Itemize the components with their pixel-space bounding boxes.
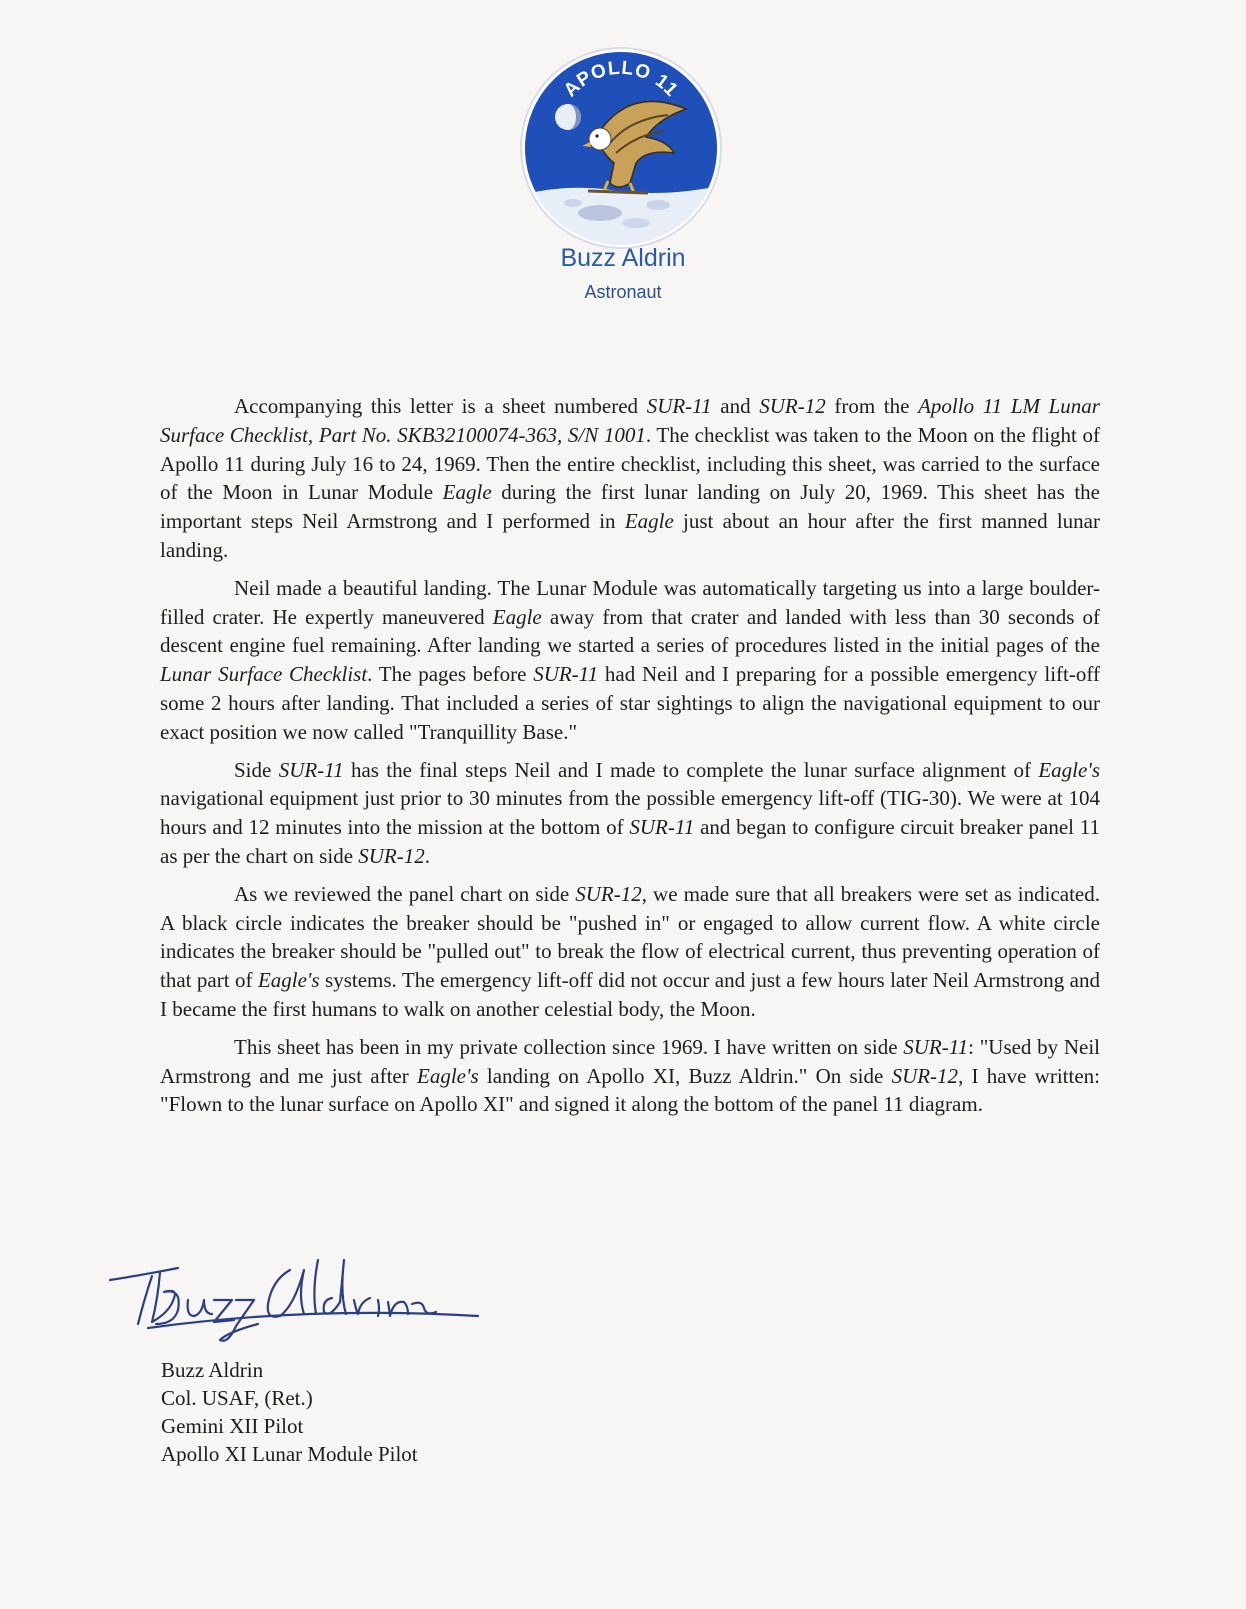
paragraph-3: Side SUR-11 has the final steps Neil and I made to complete the lunar surface alignment of Eagle's navigational equipment just prior to 30 minutes from the possible emergency lift-off (TIG-30). We were at 104 hours and 12 minutes into the mission at the bottom of SUR-11 and began to configure circuit breaker panel 11 as per the chart on side SUR-12. [160,757,1100,868]
handwritten-signature [108,1240,498,1350]
paragraph-5: This sheet has been in my private collection since 1969. I have written on side SUR-11: "Used by Neil Armstrong and me just after Eagle's landing on Apollo XI, Buzz Aldrin." On side SUR-12, I have written: "Flown to the lunar surface on Apollo XI" and signed it along the bottom of the panel 11 diagram. [160,1034,1100,1117]
signature-block [161,1356,418,1468]
signer-role-gemini: Gemini XII Pilot [161,1414,304,1438]
letter-body [160,392,1100,1119]
svg-text:APOLLO 11: APOLLO 11 [559,57,683,102]
signer-role-apollo: Apollo XI Lunar Module Pilot [161,1442,418,1466]
signer-name: Buzz Aldrin [161,1358,264,1382]
paragraph-1: Accompanying this letter is a sheet numbered SUR-11 and SUR-12 from the Apollo 11 LM Lunar Surface Checklist, Part No. SKB32100074-363, S/N 1001. The checklist was taken to the Moon on the flight of Apollo 11 during July 16 to 24, 1969. Then the entire checklist, including this sheet, was carried to the surface of the Moon in Lunar Module Eagle during the first lunar landing on July 20, 1969. This sheet has the important steps Neil Armstrong and I performed in Eagle just about an hour after the first manned lunar landing. [160,394,1100,562]
letterhead-title: Astronaut [584,282,662,302]
paragraph-2: Neil made a beautiful landing. The Lunar Module was automatically targeting us into a large boulder-filled crater. He expertly maneuvered Eagle away from that crater and landed with less than 30 seconds of descent engine fuel remaining. After landing we started a series of procedures listed in the initial pages of the Lunar Surface Checklist. The pages before SUR-11 had Neil and I preparing for a possible emergency lift-off some 2 hours after landing. That included a series of star sightings to align the navigational equipment to our exact position we now called "Tranquillity Base." [160,575,1101,744]
letterhead [0,0,1246,320]
paragraph-4: As we reviewed the panel chart on side SUR-12, we made sure that all breakers were set as indicated. A black circle indicates the breaker should be "pushed in" or engaged to allow current flow. A white circle indicates the breaker should be "pulled out" to break the flow of electrical current, thus preventing operation of that part of Eagle's systems. The emergency lift-off did not occur and just a few hours later Neil Armstrong and I became the first humans to walk on another celestial body, the Moon. [160,881,1100,1021]
letterhead-name: Buzz Aldrin [560,244,686,272]
apollo-11-emblem [518,45,724,251]
signer-rank: Col. USAF, (Ret.) [161,1386,313,1410]
